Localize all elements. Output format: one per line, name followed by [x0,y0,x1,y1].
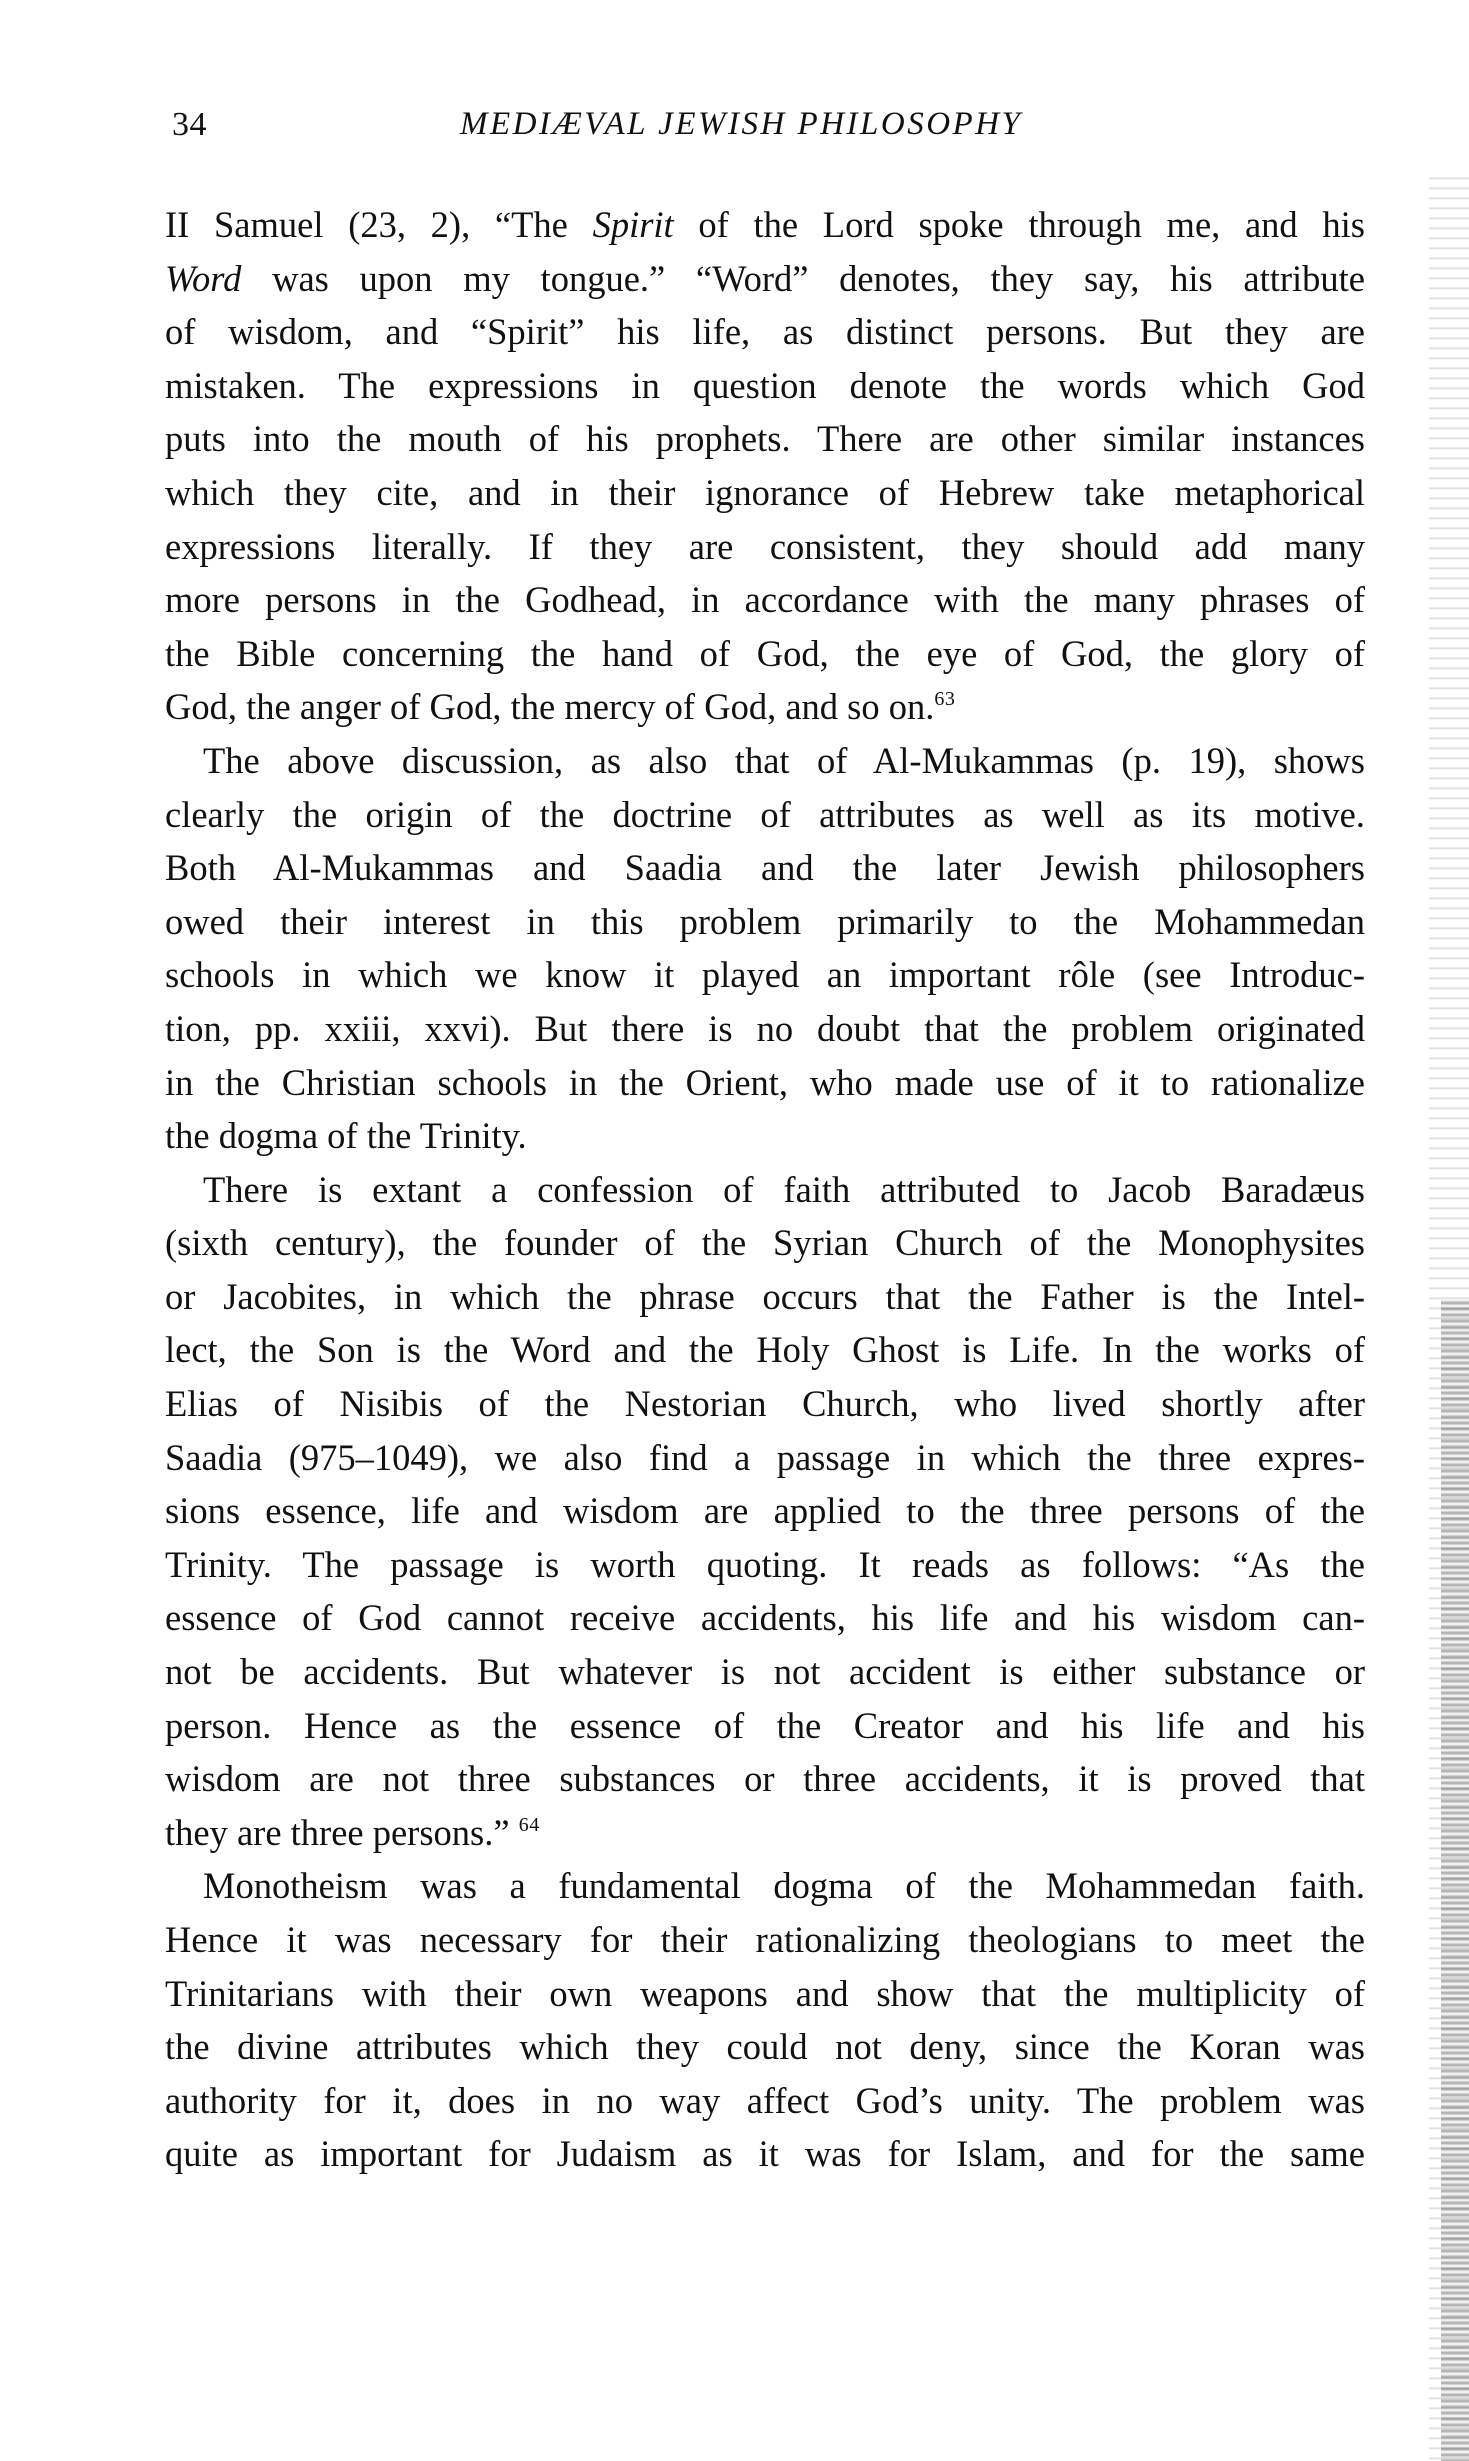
text-line: The above discussion, as also that of Al-Mukammas (p. 19), shows [203,739,1365,781]
paragraph-3 [165,1163,1365,1860]
page-number: 34 [172,106,207,143]
text-line: the Bible concerning the hand of God, the eye of God, the glory of [165,632,1365,674]
text-line: the divine attributes which they could not deny, since the Koran was [165,2026,1365,2068]
text-line: Trinity. The passage is worth quoting. It reads as follows: “As the [165,1543,1365,1585]
text-line: not be accidents. But whatever is not accident is either substance or [165,1651,1365,1693]
text-line: wisdom are not three substances or three accidents, it is proved that [165,1758,1365,1800]
text-line: God, the anger of God, the mercy of God, and so on.$^{63}$ [165,686,956,728]
text-line: Monotheism was a fundamental dogma of the Mohammedan faith. [203,1865,1365,1907]
text-line: in the Christian schools in the Orient, who made use of it to rationalize [165,1061,1365,1103]
italic-word-word: Word [165,257,242,299]
text-line: essence of God cannot receive accidents, his life and his wisdom can- [165,1597,1365,1639]
text-line: which they cite, and in their ignorance of Hebrew take metaphorical [165,471,1365,513]
text-line: Elias of Nisibis of the Nestorian Church, who lived shortly after [165,1383,1365,1425]
text-line: puts into the mouth of his prophets. There are other similar instances [165,418,1365,460]
text-line: authority for it, does in no way affect God’s unity. The problem was [165,2079,1365,2121]
text-line: mistaken. The expressions in question denote the words which God [165,364,1365,406]
text-line: owed their interest in this problem primarily to the Mohammedan [165,900,1365,942]
text-line: (sixth century), the founder of the Syrian Church of the Monophysites [165,1222,1365,1264]
footnote-ref-64[interactable]: 64 [518,1813,540,1836]
footnote-ref-63[interactable]: 63 [934,688,956,711]
text-line: Word was upon my tongue.” “Word” denotes, they say, his attribute [165,257,1365,299]
text-line: Trinitarians with their own weapons and show that the multiplicity of [165,1972,1365,2014]
text-line: sions essence, life and wisdom are applied to the three persons of the [165,1490,1365,1532]
body-text [165,198,1365,2181]
text-line: they are three persons.” $^{64}$ [165,1811,540,1853]
text-line: Saadia (975–1049), we also find a passage in which the three expres- [165,1436,1365,1478]
text-line: tion, pp. xxiii, xxvi). But there is no doubt that the problem originated [165,1007,1365,1049]
text-line: II Samuel (23, 2), “The Spirit of the Lord spoke through me, and his [165,204,1365,245]
text-line: clearly the origin of the doctrine of attributes as well as its motive. [165,793,1365,835]
text-line: There is extant a confession of faith attributed to Jacob Baradæus [203,1168,1365,1210]
text-line: of wisdom, and “Spirit” his life, as distinct persons. But they are [165,311,1365,353]
text-line: or Jacobites, in which the phrase occurs that the Father is the Intel- [165,1275,1365,1317]
text-line: lect, the Son is the Word and the Holy Ghost is Life. In the works of [165,1329,1365,1371]
text-line: Hence it was necessary for their rationalizing theologians to meet the [165,1919,1365,1960]
paragraph-4 [165,1859,1365,2181]
paragraph-1 [165,198,1365,734]
text-line: Both Al-Mukammas and Saadia and the later Jewish philosophers [165,847,1365,889]
italic-word-spirit: Spirit [592,204,674,245]
running-title: MEDIÆVAL JEWISH PHILOSOPHY [460,106,1023,142]
text-line: schools in which we know it played an important rôle (see Introduc- [165,954,1365,996]
text-line: person. Hence as the essence of the Creator and his life and his [165,1704,1365,1746]
paragraph-2 [165,734,1365,1163]
text-line: expressions literally. If they are consistent, they should add many [165,525,1365,567]
text-line: quite as important for Judaism as it was for Islam, and for the same [165,2133,1365,2175]
text-line: the dogma of the Trinity. [165,1115,527,1157]
page-edge-shading-lower [1441,1300,1469,2461]
text-line: more persons in the Godhead, in accordance with the many phrases of [165,579,1365,621]
